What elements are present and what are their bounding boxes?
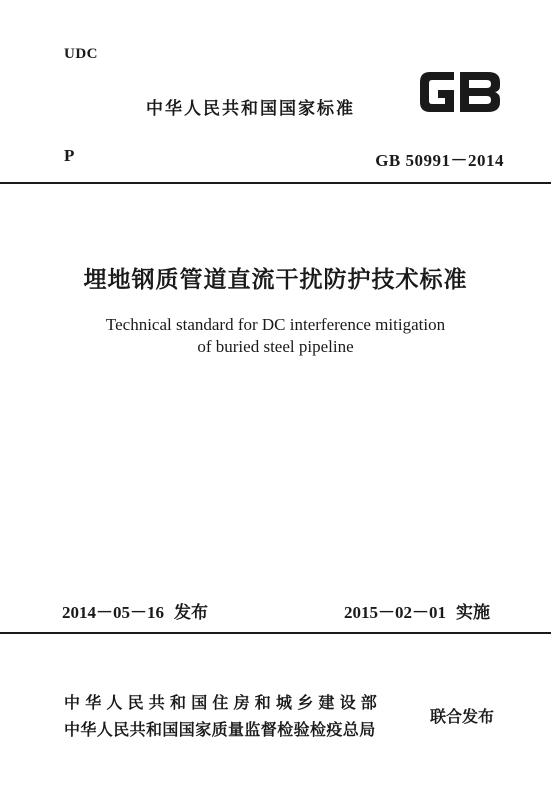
implementation-label: 实施 [456,603,490,623]
authority-aqsiq: 中华人民共和国国家质量监督检验检疫总局 [64,720,376,739]
classification-code: P [64,146,75,165]
implementation-date [344,598,490,623]
implementation-date-value: 2015－02－01 [344,603,446,622]
issue-label: 发布 [174,603,208,623]
standard-number: GB 50991－2014 [375,151,504,170]
joint-issue-label: 联合发布 [430,707,495,726]
title-english-line-1: Technical standard for DC interference mitigation [105,315,446,334]
title-english-line-2: of buried steel pipeline [197,337,354,356]
issue-date [62,598,208,623]
footer-divider [0,632,551,634]
gb-logo [414,64,506,120]
national-standard-heading: 中华人民共和国国家标准 [146,99,355,119]
title-english [0,314,551,358]
title-chinese: 埋地钢质管道直流干扰防护技术标准 [83,267,468,293]
udc-label: UDC [64,46,98,62]
issue-date-value: 2014－05－16 [62,603,164,622]
header-divider [0,182,551,184]
authority-ministry-of-housing: 中华人民共和国住房和城乡建设部 [64,693,383,712]
